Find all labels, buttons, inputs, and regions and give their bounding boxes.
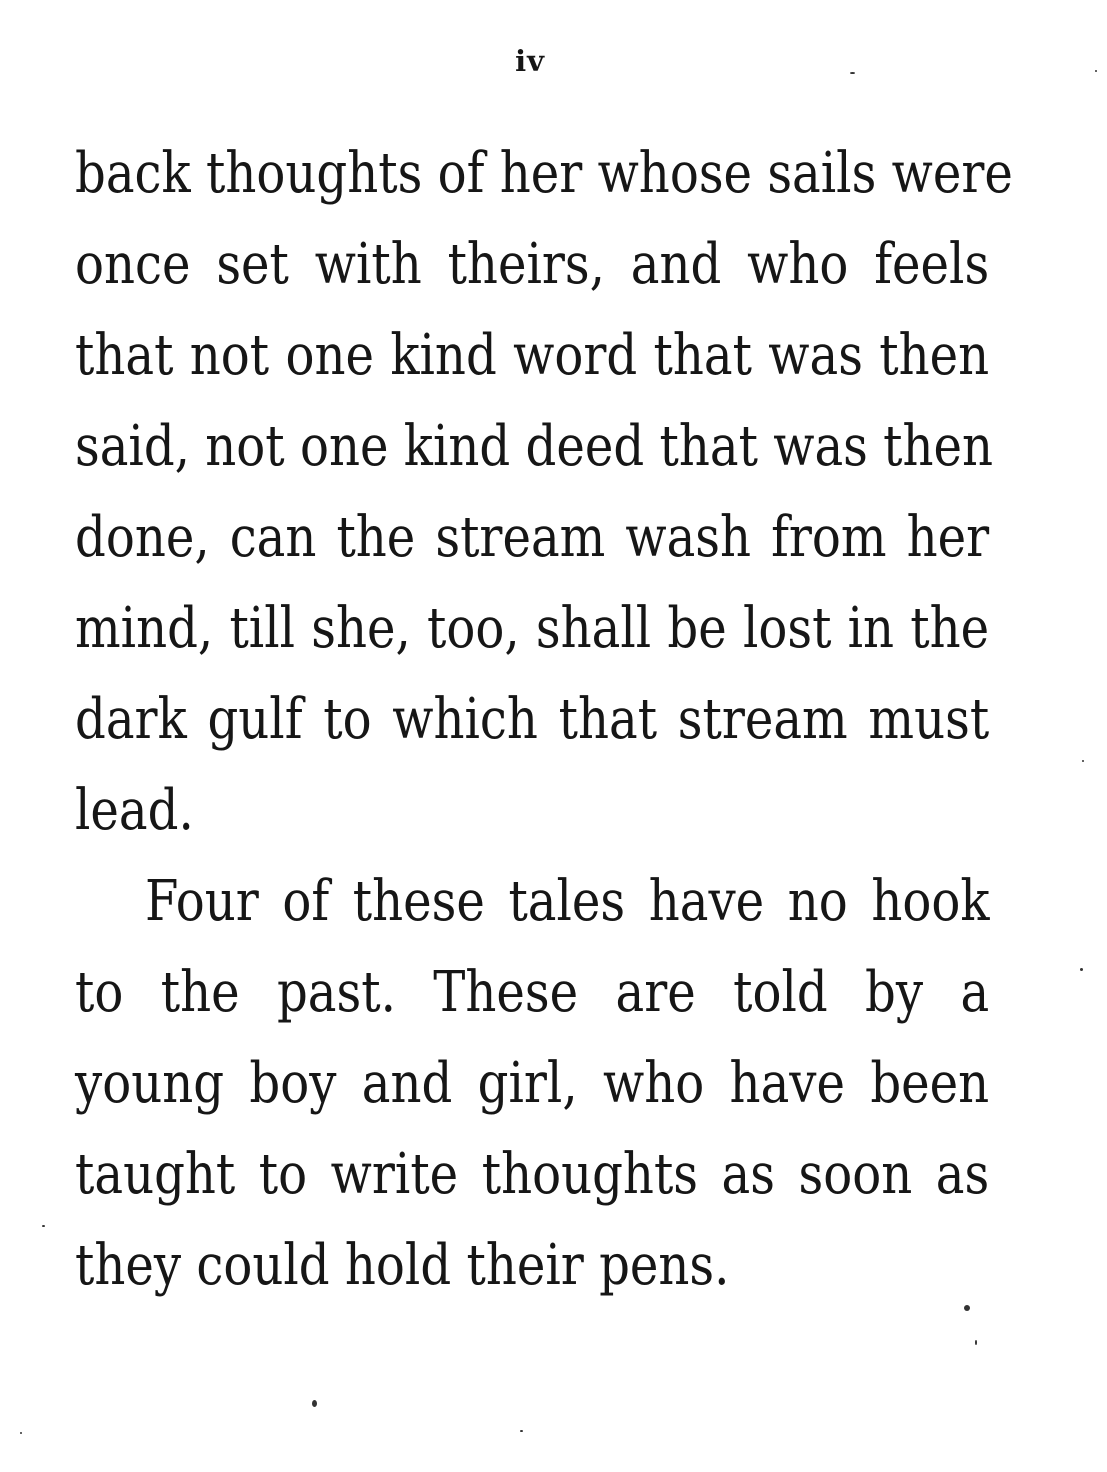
scan-speck	[964, 1305, 970, 1311]
scan-speck	[42, 1225, 45, 1227]
text-line: to the past. These are told by a	[75, 960, 990, 1025]
text-line: Four of these tales have no hook	[145, 869, 990, 934]
text-line: they could hold their pens.	[75, 1233, 730, 1298]
scan-speck	[520, 1430, 523, 1432]
text-line: that not one kind word that was then	[75, 323, 990, 388]
text-line: done, can the stream wash from her	[75, 505, 990, 570]
text-line: dark gulf to which that stream must	[75, 687, 990, 752]
text-line: young boy and girl, who have been	[75, 1051, 990, 1116]
text-line: said, not one kind deed that was then	[75, 414, 994, 479]
text-line: taught to write thoughts as soon as	[75, 1142, 990, 1207]
text-line: mind, till she, too, shall be lost in the	[75, 596, 990, 661]
scan-speck	[850, 72, 855, 74]
text-line: once set with theirs, and who feels	[75, 232, 990, 297]
scan-speck	[1080, 968, 1083, 971]
scan-speck	[975, 1340, 977, 1345]
page-number: iv	[515, 44, 545, 78]
text-line: lead.	[75, 778, 194, 843]
scan-speck	[20, 1432, 22, 1434]
scan-speck	[1082, 760, 1084, 762]
scan-speck	[312, 1400, 317, 1407]
scan-speck	[1095, 70, 1097, 72]
text-line: back thoughts of her whose sails were	[75, 141, 1013, 206]
